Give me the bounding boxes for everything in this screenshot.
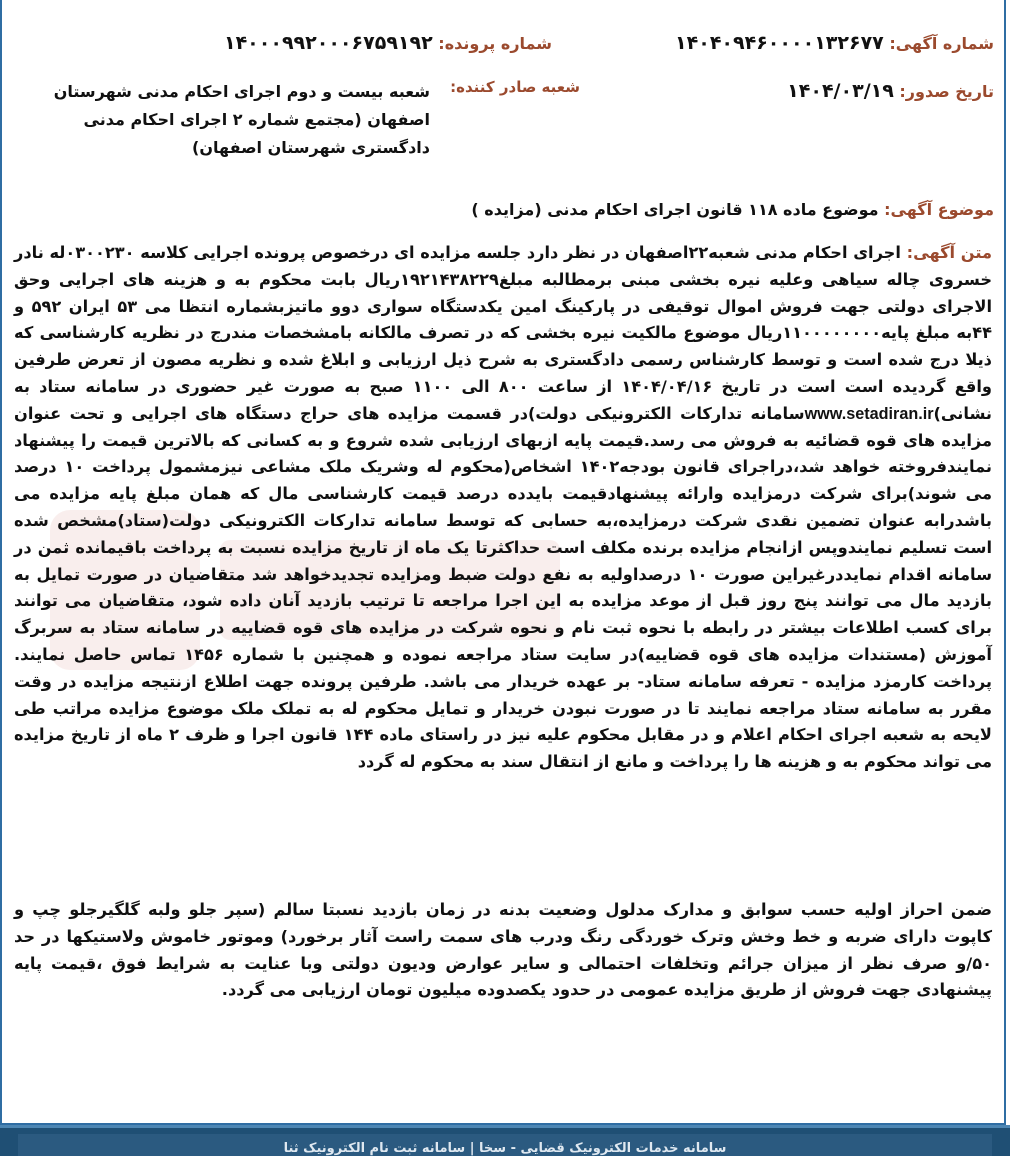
body-text-part2: سامانه تدارکات الکترونیکی دولت)در قسمت مزایده های حراج دستگاه های اجرایی و تحت عنوان مزایده های قوه قضائیه به فروش می رسد.قیمت پایه ازبهای ارزیابی شده شروع و به کسانی که بالاترین قیمت را پیشنهاد نمایندفروخته خواهد شد،دراجرای قانون بودجه۱۴۰۲ اشخاص(محکوم له وشریک ملک مشاعی نیزمشمول پرداخت ۱۰ درصد می شوند)برای شرکت درمزایده وارائه پیشنهادقیمت بایدده درصد قیمت کارشناسی مال که همان مبلغ پایه مزایده می باشدرابه عنوان تضمین نقدی شرکت درمزایده،به حسابی که توسط سامانه تدارکات الکترونیکی دولت(ستاد)مشخص شده است تسلیم نمایندوپس ازانجام مزایده برنده مکلف است حداکثرتا یک ماه از تاریخ مزایده نسبت به پرداخت باقیمانده ثمن در سامانه اقدام نمایددرغیراین صورت ۱۰ درصداولیه به نفع دولت ضبط ومزایده تجدیدخواهد شد متقاضیان در صورت تمایل به بازدید مال می توانند پنج روز قبل از موعد مزایده به این اجرا مراجعه تا ترتیب بازدید آنان داده شود، متقاضیان می توانند برای کسب اطلاعات بیشتر در رابطه با نحوه ثبت نام و نحوه شرکت در مزایده های قوه قضاییه در سامانه ستاد به سربرگ آموزش (مستندات مزایده های قوه قضاییه)در سایت ستاد مراجعه نموده و همچنین با شماره ۱۴۵۶ تماس حاصل نمایند. پرداخت کارمزد مزایده - تعرفه سامانه ستاد- بر عهده خریدار می باشد. طرفین پرونده جهت اطلاع ازنتیجه مزایده در وقت مقرر به سامانه ستاد مراجعه نمایند تا در صورت نبودن خریدار و تمایل محکوم له به تملک ملک موضوع مزایده مراتب طی لایحه به شعبه اجرای احکام اعلام و در مقابل محکوم علیه نیز در راستای ماده ۱۴۴ قانون اجرا و ظرف ۲ ماه از تاریخ مزایده می تواند محکوم به و هزینه ها را پرداخت و مانع از انتقال سند به محکوم له گردد xyxy=(14,403,992,772)
issuer-label: شعبه صادر کننده: xyxy=(450,78,580,96)
case-number-value: ۱۴۰۰۰۹۹۲۰۰۰۶۷۵۹۱۹۲ xyxy=(223,32,433,54)
ad-number-value: ۱۴۰۴۰۹۴۶۰۰۰۰۱۳۲۶۷۷ xyxy=(675,32,884,54)
issuer-value: شعبه بیست و دوم اجرای احکام مدنی شهرستان اصفهان (مجتمع شماره ۲ اجرای احکام مدنی دادگستری شهرستان اصفهان) xyxy=(53,82,430,157)
body-text-part1: اجرای احکام مدنی شعبه۲۲اصفهان در نظر دارد جلسه مزایده ای درخصوص پرونده اجرایی کلاسه ۰۳۰۰۲۳۰له نادر خسروی چاله سیاهی وعلیه نیره بخشی مبنی برمطالبه مبلغ۱۹۲۱۴۳۸۲۲۹ریال بابت محکوم به و هزینه های اجرایی وحق الاجرای دولتی جهت فروش اموال توقیفی در پارکینگ امین یکدستگاه سواری دوو ماتیزبشماره انتظا می ۵۳ ایران ۵۹۲ و ۴۴به مبلغ پایه۱۱۰۰۰۰۰۰۰۰ریال موضوع مالکیت نیره بخشی که در تصرف مالکانه بامشخصات مندرج در نظریه کارشناسی که ذیلا درج شده است و توسط کارشناس رسمی دادگستری به شرح ذیل ارزیابی و ابلاغ شده و نظریه مصون از تعرض طرفین واقع گردیده است است در تاریخ ۱۴۰۴/۰۴/۱۶ از ساعت ۸۰۰ الی ۱۱۰۰ صبح به صورت غیر حضوری در سامانه ستاد به نشانی) xyxy=(14,243,993,423)
footer-bar xyxy=(0,1125,1010,1156)
case-number-label: شماره پرونده: xyxy=(438,34,552,53)
subject-row xyxy=(471,200,994,219)
setad-link[interactable]: www.setadiran.ir xyxy=(804,404,934,423)
issue-date-value: ۱۴۰۴/۰۳/۱۹ xyxy=(787,80,894,102)
case-number-row xyxy=(224,32,552,54)
body-label: متن آگهی: xyxy=(906,243,992,262)
issue-date-label: تاریخ صدور: xyxy=(899,82,994,101)
subject-value: موضوع ماده ۱۱۸ قانون اجرای احکام مدنی (مزایده ) xyxy=(471,200,879,219)
ad-number-label: شماره آگهی: xyxy=(889,34,994,53)
subject-label: موضوع آگهی: xyxy=(884,200,994,219)
notice-body-para2: ضمن احراز اولیه حسب سوابق و مدارک مدلول وضعیت بدنه در زمان بازدید نسبتا سالم (سپر جلو ولبه گلگیرجلو چپ و کاپوت دارای ضربه و خط وخش وترک خوردگی رنگ ودرب های سمت راست آثار برخورد) وموتور خاموش ولاستیکها در حد ۵۰/و صرف نظر از میزان جرائم وتخلفات احتمالی و سایر عوارض ودیون دولتی وبا عنایت به شرایط فوق ،قیمت پایه پیشنهادی جهت فروش از طریق مزایده عمومی در حدود یکصدوده میلیون تومان ارزیابی می گردد. xyxy=(14,900,992,1000)
ad-number-row xyxy=(675,32,994,54)
footer-text[interactable]: سامانه خدمات الکترونیک قضایی - سخا | سامانه ثبت نام الکترونیک ثنا xyxy=(18,1134,992,1156)
notice-body xyxy=(14,240,992,776)
issue-date-row xyxy=(787,80,994,102)
